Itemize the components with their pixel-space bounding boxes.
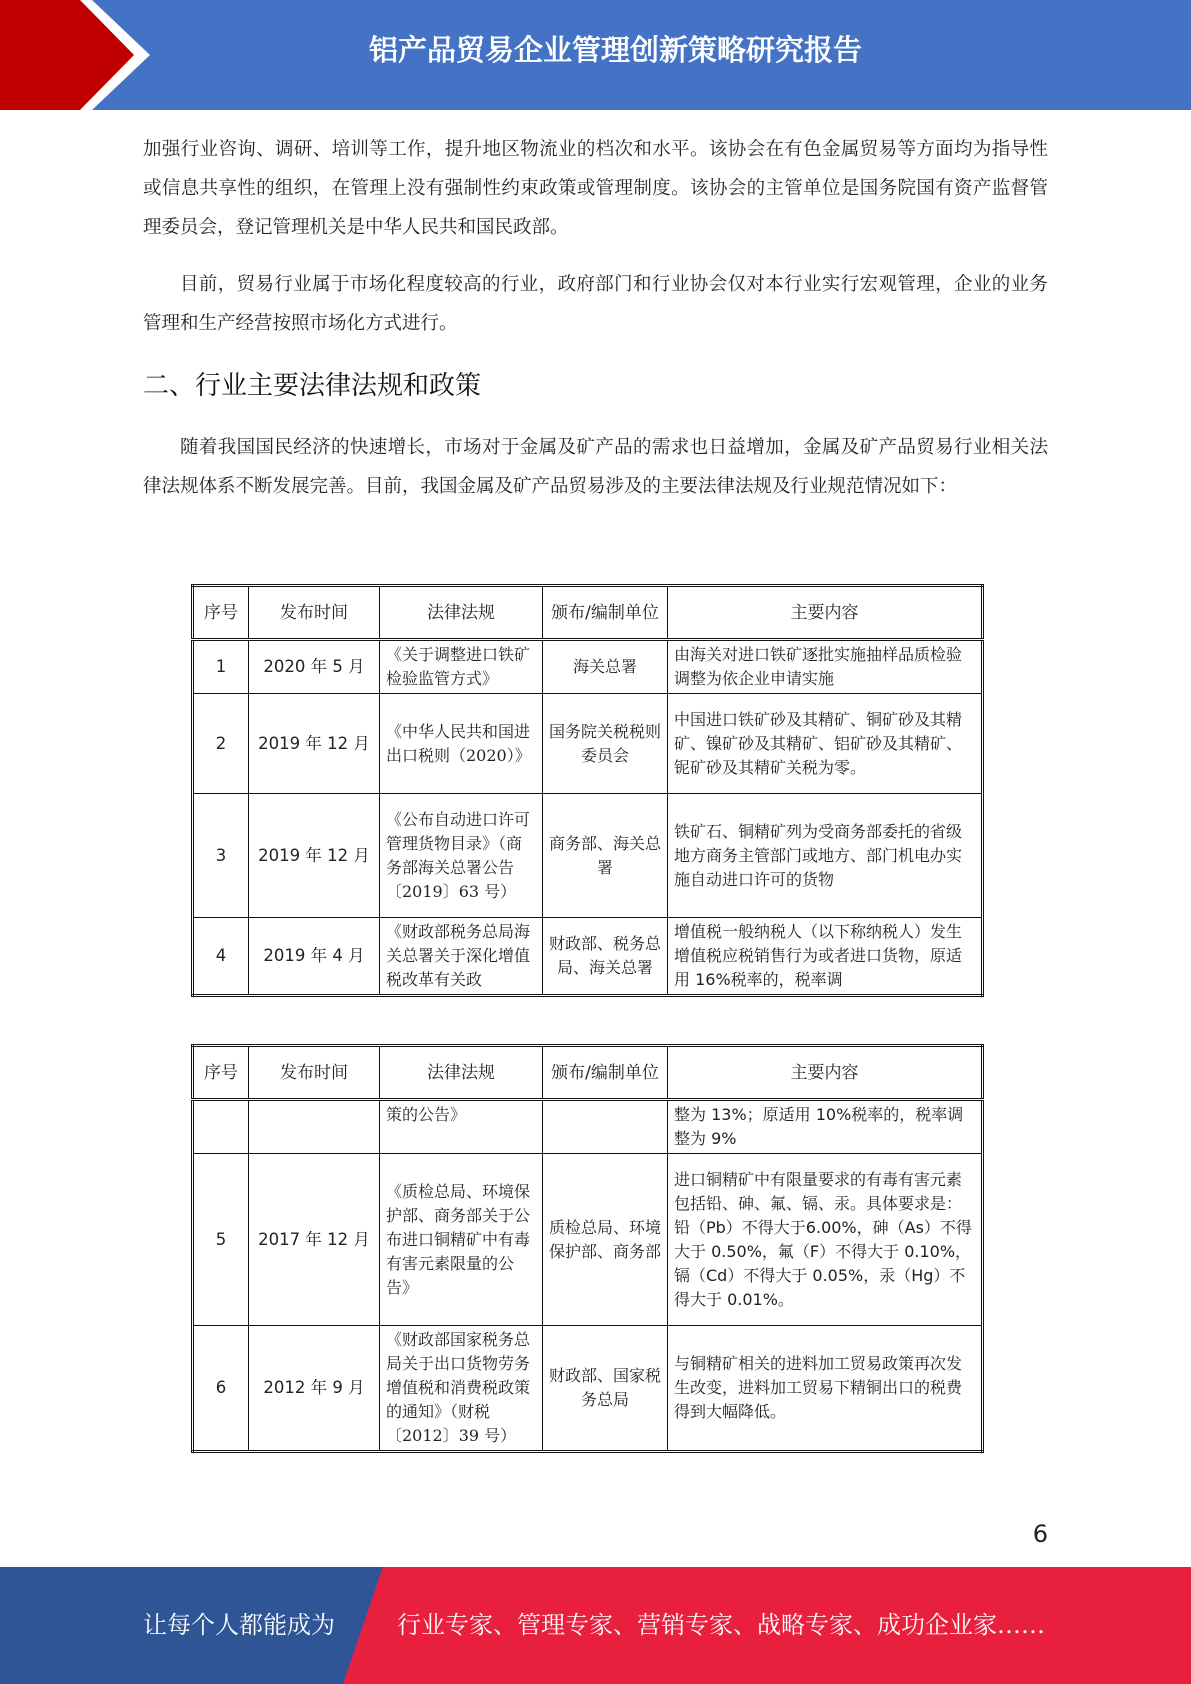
- cell-date: 2012 年 9 月: [249, 1326, 380, 1452]
- paragraph-laws-intro: 随着我国国民经济的快速增长，市场对于金属及矿产品的需求也日益增加，金属及矿产品贸易行业相关法律法规体系不断发展完善。目前，我国金属及矿产品贸易涉及的主要法律法规及行业规范情况如下：: [143, 437, 1048, 497]
- section-heading: 二、行业主要法律法规和政策: [143, 371, 482, 401]
- table-row: [193, 918, 983, 996]
- cell-date: 2017 年 12 月: [249, 1154, 380, 1326]
- page-number: 6: [1032, 1520, 1048, 1548]
- header-cell-date: 发布时间: [249, 1046, 380, 1100]
- page-content: [143, 130, 1048, 524]
- cell-unit: 财政部、国家税务总局: [543, 1326, 668, 1452]
- footer-slogan-left: 让每个人都能成为: [143, 1611, 335, 1639]
- cell-content: 铁矿石、铜精矿列为受商务部委托的省级地方商务主管部门或地方、部门机电办实施自动进口许可的货物: [668, 794, 983, 918]
- header-cell-unit: 颁布/编制单位: [543, 1046, 668, 1100]
- cell-date: 2019 年 12 月: [249, 794, 380, 918]
- cell-no: 5: [193, 1154, 249, 1326]
- header-cell-content: 主要内容: [668, 586, 983, 640]
- cell-no: 2: [193, 694, 249, 794]
- footer-slogan-right: 行业专家、管理专家、营销专家、战略专家、成功企业家……: [397, 1611, 1045, 1639]
- cell-law: 《财政部税务总局海关总署关于深化增值税改革有关政: [380, 918, 543, 996]
- cell-date: 2019 年 4 月: [249, 918, 380, 996]
- page-header: [0, 0, 1191, 110]
- header-title: 铝产品贸易企业管理创新策略研究报告: [368, 33, 862, 67]
- header-cell-law: 法律法规: [380, 586, 543, 640]
- header-cell-unit: 颁布/编制单位: [543, 586, 668, 640]
- cell-date: 2019 年 12 月: [249, 694, 380, 794]
- laws-table-part-1: [191, 584, 984, 997]
- cell-no: [193, 1100, 249, 1154]
- cell-no: 4: [193, 918, 249, 996]
- cell-law: 《财政部国家税务总局关于出口货物劳务增值税和消费税政策的通知》（财税〔2012〕39 号）: [380, 1326, 543, 1452]
- laws-table-part-2: [191, 1044, 984, 1453]
- table-row: [193, 794, 983, 918]
- cell-date: [249, 1100, 380, 1154]
- cell-unit: 质检总局、环境保护部、商务部: [543, 1154, 668, 1326]
- table-row: [193, 694, 983, 794]
- paragraph-market: 目前，贸易行业属于市场化程度较高的行业，政府部门和行业协会仅对本行业实行宏观管理，企业的业务管理和生产经营按照市场化方式进行。: [143, 274, 1048, 334]
- cell-unit: 商务部、海关总署: [543, 794, 668, 918]
- header-cell-no: 序号: [193, 586, 249, 640]
- cell-no: 1: [193, 640, 249, 694]
- cell-content: 整为 13%；原适用 10%税率的，税率调整为 9%: [668, 1100, 983, 1154]
- cell-law: 《质检总局、环境保护部、商务部关于公布进口铜精矿中有毒有害元素限量的公告》: [380, 1154, 543, 1326]
- cell-law: 《公布自动进口许可管理货物目录》（商务部海关总署公告〔2019〕63 号）: [380, 794, 543, 918]
- header-cell-law: 法律法规: [380, 1046, 543, 1100]
- header-cell-no: 序号: [193, 1046, 249, 1100]
- cell-no: 6: [193, 1326, 249, 1452]
- table-row: [193, 1326, 983, 1452]
- table-row: [193, 1100, 983, 1154]
- cell-content: 增值税一般纳税人（以下称纳税人）发生增值税应税销售行为或者进口货物，原适用 16%税率的，税率调: [668, 918, 983, 996]
- cell-date: 2020 年 5 月: [249, 640, 380, 694]
- cell-content: 与铜精矿相关的进料加工贸易政策再次发生改变，进料加工贸易下精铜出口的税费得到大幅降低。: [668, 1326, 983, 1452]
- cell-unit: 财政部、税务总局、海关总署: [543, 918, 668, 996]
- table-row: [193, 640, 983, 694]
- cell-unit: [543, 1100, 668, 1154]
- header-cell-content: 主要内容: [668, 1046, 983, 1100]
- cell-unit: 海关总署: [543, 640, 668, 694]
- paragraph-association: 加强行业咨询、调研、培训等工作，提升地区物流业的档次和水平。该协会在有色金属贸易等方面均为指导性或信息共享性的组织，在管理上没有强制性约束政策或管理制度。该协会的主管单位是国务院国有资产监督管理委员会，登记管理机关是中华人民共和国民政部。: [143, 139, 1048, 238]
- cell-law: 《中华人民共和国进出口税则（2020）》: [380, 694, 543, 794]
- cell-unit: 国务院关税税则委员会: [543, 694, 668, 794]
- cell-law: 《关于调整进口铁矿检验监管方式》: [380, 640, 543, 694]
- cell-no: 3: [193, 794, 249, 918]
- cell-content: 进口铜精矿中有限量要求的有毒有害元素包括铅、砷、氟、镉、汞。具体要求是：铅（Pb）不得大于6.00%，砷（As）不得大于 0.50%，氟（F）不得大于 0.10%，镉（Cd）不得大于 0.05%，汞（Hg）不得大于 0.01%。: [668, 1154, 983, 1326]
- page-footer: [0, 1567, 1191, 1684]
- cell-content: 由海关对进口铁矿逐批实施抽样品质检验调整为依企业申请实施: [668, 640, 983, 694]
- table-row: [193, 1154, 983, 1326]
- header-cell-date: 发布时间: [249, 586, 380, 640]
- cell-law: 策的公告》: [380, 1100, 543, 1154]
- cell-content: 中国进口铁矿砂及其精矿、铜矿砂及其精矿、镍矿砂及其精矿、铝矿砂及其精矿、铌矿砂及其精矿关税为零。: [668, 694, 983, 794]
